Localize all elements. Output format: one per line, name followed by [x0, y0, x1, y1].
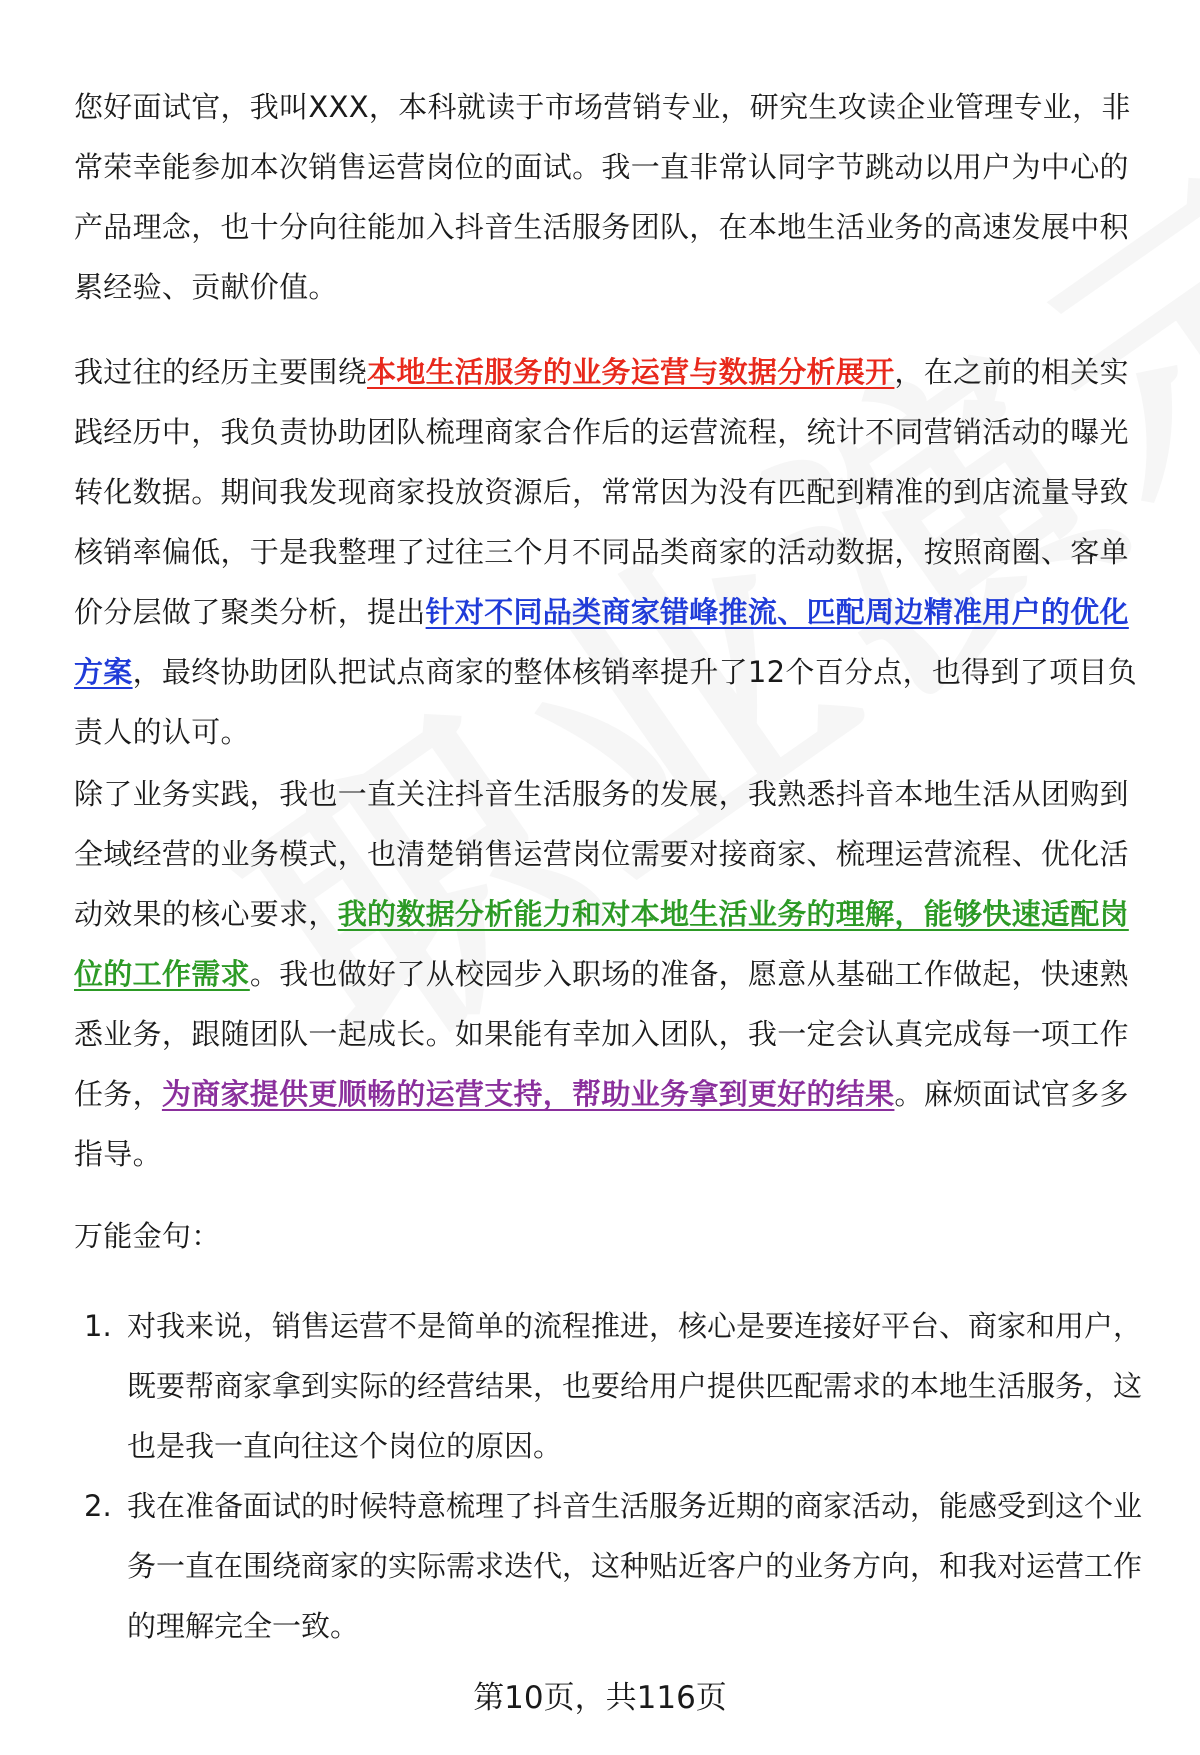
list-item-text: 对我来说，销售运营不是简单的流程推进，核心是要连接好平台、商家和用户，既要帮商家拿到实际的经营结果，也要给用户提供匹配需求的本地生活服务，这也是我一直向往这个岗位的原因。: [127, 1309, 1143, 1463]
list-item-number: 2.: [84, 1489, 112, 1523]
list-item: [74, 1296, 1154, 1476]
interest-paragraph: [74, 764, 1154, 1184]
experience-highlight-blue: 针对不同品类商家错峰推流、匹配周边精准用户的优化方案: [74, 595, 1129, 689]
intro-text: 您好面试官，我叫XXX，本科就读于市场营销专业，研究生攻读企业管理专业，非常荣幸能参加本次销售运营岗位的面试。我一直非常认同字节跳动以用户为中心的产品理念，也十分向往能加入抖音生活服务团队，在本地生活业务的高速发展中积累经验、贡献价值。: [74, 90, 1131, 304]
interest-highlight-purple: 为商家提供更顺畅的运营支持，帮助业务拿到更好的结果: [161, 1077, 895, 1111]
experience-text-3: ，最终协助团队把试点商家的整体核销率提升了12个百分点，也得到了项目负责人的认可。: [74, 655, 1138, 749]
experience-highlight-red: 本地生活服务的业务运营与数据分析展开: [367, 355, 895, 389]
experience-text-1: 我过往的经历主要围绕: [74, 355, 368, 389]
interest-text-1: 除了业务实践，我也一直关注抖音生活服务的发展，我熟悉抖音本地生活从团购到全域经营的业务模式，也清楚销售运营岗位需要对接商家、梳理运营流程、优化活动效果的核心要求，: [74, 777, 1129, 931]
interest-text-2: 。我也做好了从校园步入职场的准备，愿意从基础工作做起，快速熟悉业务，跟随团队一起成长。如果能有幸加入团队，我一定会认真完成每一项工作任务，: [74, 957, 1129, 1111]
experience-paragraph: [74, 342, 1154, 762]
list-item-number: 1.: [84, 1309, 112, 1343]
experience-text-2: ，在之前的相关实践经历中，我负责协助团队梳理商家合作后的运营流程，统计不同营销活动的曝光转化数据。期间我发现商家投放资源后，常常因为没有匹配到精准的到店流量导致核销率偏低，于是我整理了过往三个月不同品类商家的活动数据，按照商圈、客单价分层做了聚类分析，提出: [74, 355, 1129, 629]
page-footer: [0, 1668, 1200, 1728]
interest-text-3: 。麻烦面试官多多指导。: [74, 1077, 1129, 1171]
golden-sentences-list: [74, 1296, 1154, 1656]
list-item-text: 我在准备面试的时候特意梳理了抖音生活服务近期的商家活动，能感受到这个业务一直在围绕商家的实际需求迭代，这种贴近客户的业务方向，和我对运营工作的理解完全一致。: [127, 1489, 1143, 1643]
intro-paragraph: [74, 77, 1154, 317]
list-item: [74, 1476, 1154, 1656]
interest-highlight-green: 我的数据分析能力和对本地生活业务的理解，能够快速适配岗位的工作需求: [74, 897, 1129, 991]
golden-sentences-heading: 万能金句：: [74, 1219, 221, 1253]
page-number-label: 第10页，共116页: [473, 1680, 727, 1716]
